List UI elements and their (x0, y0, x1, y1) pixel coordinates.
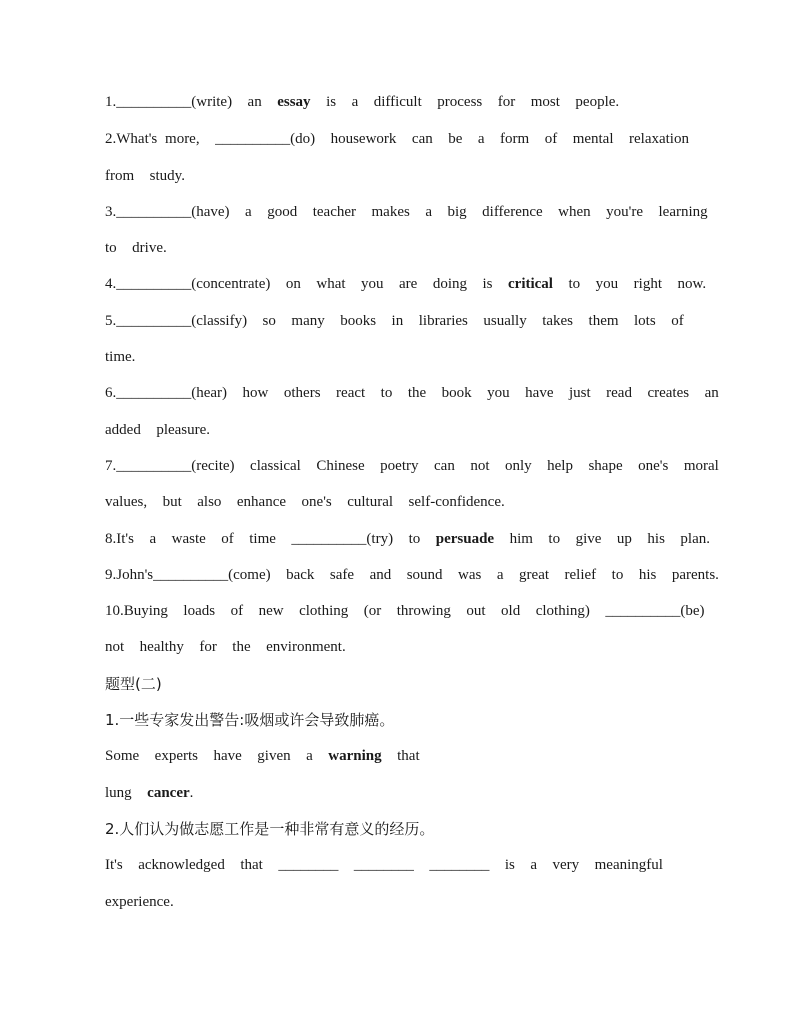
text-segment: to you right now. (552, 276, 707, 292)
text-segment: 8.It's a waste of time __________(try) to (105, 531, 436, 547)
line-q7 (105, 456, 719, 476)
text-segment: experience. (105, 894, 174, 910)
line-t2-english (105, 855, 663, 875)
text-segment: 2.人们认为做志愿工作是一种非常有意义的经历。 (105, 820, 435, 838)
text-segment: Some experts have given a (105, 748, 329, 764)
bold-keyword: essay (277, 94, 311, 110)
line-q6-cont (105, 420, 210, 440)
text-segment: It's acknowledged that ________ ________ ________ is a very meaningful (105, 857, 663, 873)
text-segment: 5.__________(classify) so many books in libraries usually takes them lots of (105, 313, 684, 329)
text-segment: him to give up his plan. (494, 531, 711, 547)
text-segment: 3.__________(have) a good teacher makes a big difference when you're learning (105, 204, 708, 220)
text-segment: not healthy for the environment. (105, 639, 346, 655)
text-segment: 10.Buying loads of new clothing (or throwing out old clothing) __________(be) (105, 603, 705, 619)
line-t2-cont (105, 892, 174, 912)
text-segment: from study. (105, 168, 185, 184)
text-segment: 9.John's__________(come) back safe and sound was a great relief to his parents. (105, 567, 719, 583)
line-q5 (105, 311, 684, 331)
text-segment: 4.__________(concentrate) on what you are doing is (105, 276, 508, 292)
line-t1-english (105, 746, 420, 766)
line-q2-cont (105, 166, 185, 186)
line-q7-cont (105, 492, 505, 512)
text-segment: 6.__________(hear) how others react to the book you have just read creates an (105, 385, 719, 401)
line-q1 (105, 92, 619, 112)
text-segment: values, but also enhance one's cultural self-confidence. (105, 494, 505, 510)
bold-keyword: critical (508, 276, 553, 292)
text-segment: 2.What's more, __________(do) housework can be a form of mental relaxation (105, 131, 689, 147)
text-segment: . (189, 785, 194, 801)
line-q5-cont (105, 347, 135, 367)
line-q10 (105, 601, 705, 621)
bold-keyword: persuade (435, 531, 495, 547)
line-t1-cont (105, 783, 193, 803)
text-segment: time. (105, 349, 136, 365)
text-segment: 7.__________(recite) classical Chinese poetry can not only help shape one's moral (105, 458, 719, 474)
line-q6 (105, 383, 719, 403)
section-heading (105, 674, 162, 694)
text-segment: that (381, 748, 420, 764)
text-segment: is a difficult process for most people. (310, 94, 620, 110)
line-q3-cont (105, 238, 167, 258)
text-segment: lung (105, 785, 148, 801)
text-segment: 1.一些专家发出警告:吸烟或许会导致肺癌。 (105, 711, 395, 729)
line-q8 (105, 529, 710, 549)
text-segment: added pleasure. (105, 422, 211, 438)
line-q2 (105, 129, 689, 149)
line-q10-cont (105, 637, 346, 657)
line-q3 (105, 202, 708, 222)
text-segment: 题型(二) (105, 675, 162, 693)
bold-keyword: warning (328, 748, 382, 764)
text-segment: 1.__________(write) an (105, 94, 278, 110)
bold-keyword: cancer (147, 785, 190, 801)
text-segment: to drive. (105, 240, 167, 256)
line-q4 (105, 274, 706, 294)
line-t2-chinese (105, 819, 434, 839)
line-q9 (105, 565, 719, 585)
line-t1-chinese (105, 710, 394, 730)
